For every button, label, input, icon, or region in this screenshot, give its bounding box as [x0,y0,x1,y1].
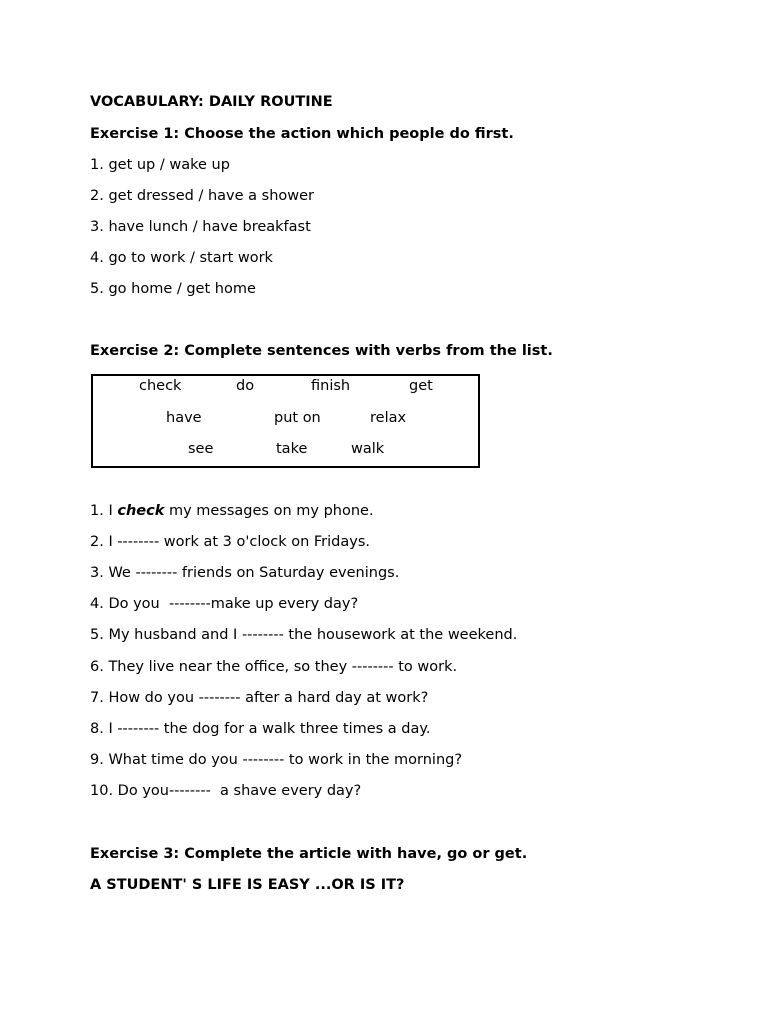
exercise-2-sentence: 7. How do you -------- after a hard day at work? [90,690,429,706]
verb-word: do [236,378,255,394]
verb-word: get [409,378,433,394]
verb-word: have [166,410,202,426]
exercise-1-item: 4. go to work / start work [90,250,273,266]
verb-word: take [276,441,308,457]
example-answer: check [117,503,165,519]
exercise-1-item: 5. go home / get home [90,281,256,297]
verb-list-box [91,374,480,468]
example-suffix: my messages on my phone. [164,503,374,519]
exercise-2-sentence: 3. We -------- friends on Saturday evenings. [90,565,400,581]
verb-word: put on [274,410,321,426]
verb-word: see [188,441,214,457]
exercise-3-heading: Exercise 3: Complete the article with have, go or get. [90,846,528,862]
exercise-1-heading: Exercise 1: Choose the action which people do first. [90,126,514,142]
exercise-2-sentence: 2. I -------- work at 3 o'clock on Fridays. [90,534,370,550]
exercise-2-sentence: 10. Do you-------- a shave every day? [90,783,362,799]
exercise-2-sentence: 4. Do you --------make up every day? [90,596,359,612]
exercise-2-sentence: 6. They live near the office, so they -------- to work. [90,659,458,675]
exercise-2-example [90,502,374,520]
exercise-2-sentence: 9. What time do you -------- to work in the morning? [90,752,463,768]
exercise-1-item: 3. have lunch / have breakfast [90,219,311,235]
exercise-2-heading: Exercise 2: Complete sentences with verbs from the list. [90,343,553,359]
exercise-1-item: 2. get dressed / have a shower [90,188,315,204]
article-title: A STUDENT' S LIFE IS EASY ...OR IS IT? [90,877,405,893]
worksheet-title: VOCABULARY: DAILY ROUTINE [90,94,333,110]
exercise-2-sentence: 5. My husband and I -------- the housework at the weekend. [90,627,518,643]
verb-word: relax [370,410,407,426]
verb-word: check [139,378,182,394]
exercise-1-item: 1. get up / wake up [90,157,230,173]
verb-word: walk [351,441,385,457]
verb-word: finish [311,378,351,394]
example-prefix: 1. I [90,503,118,519]
exercise-2-sentence: 8. I -------- the dog for a walk three times a day. [90,721,431,737]
